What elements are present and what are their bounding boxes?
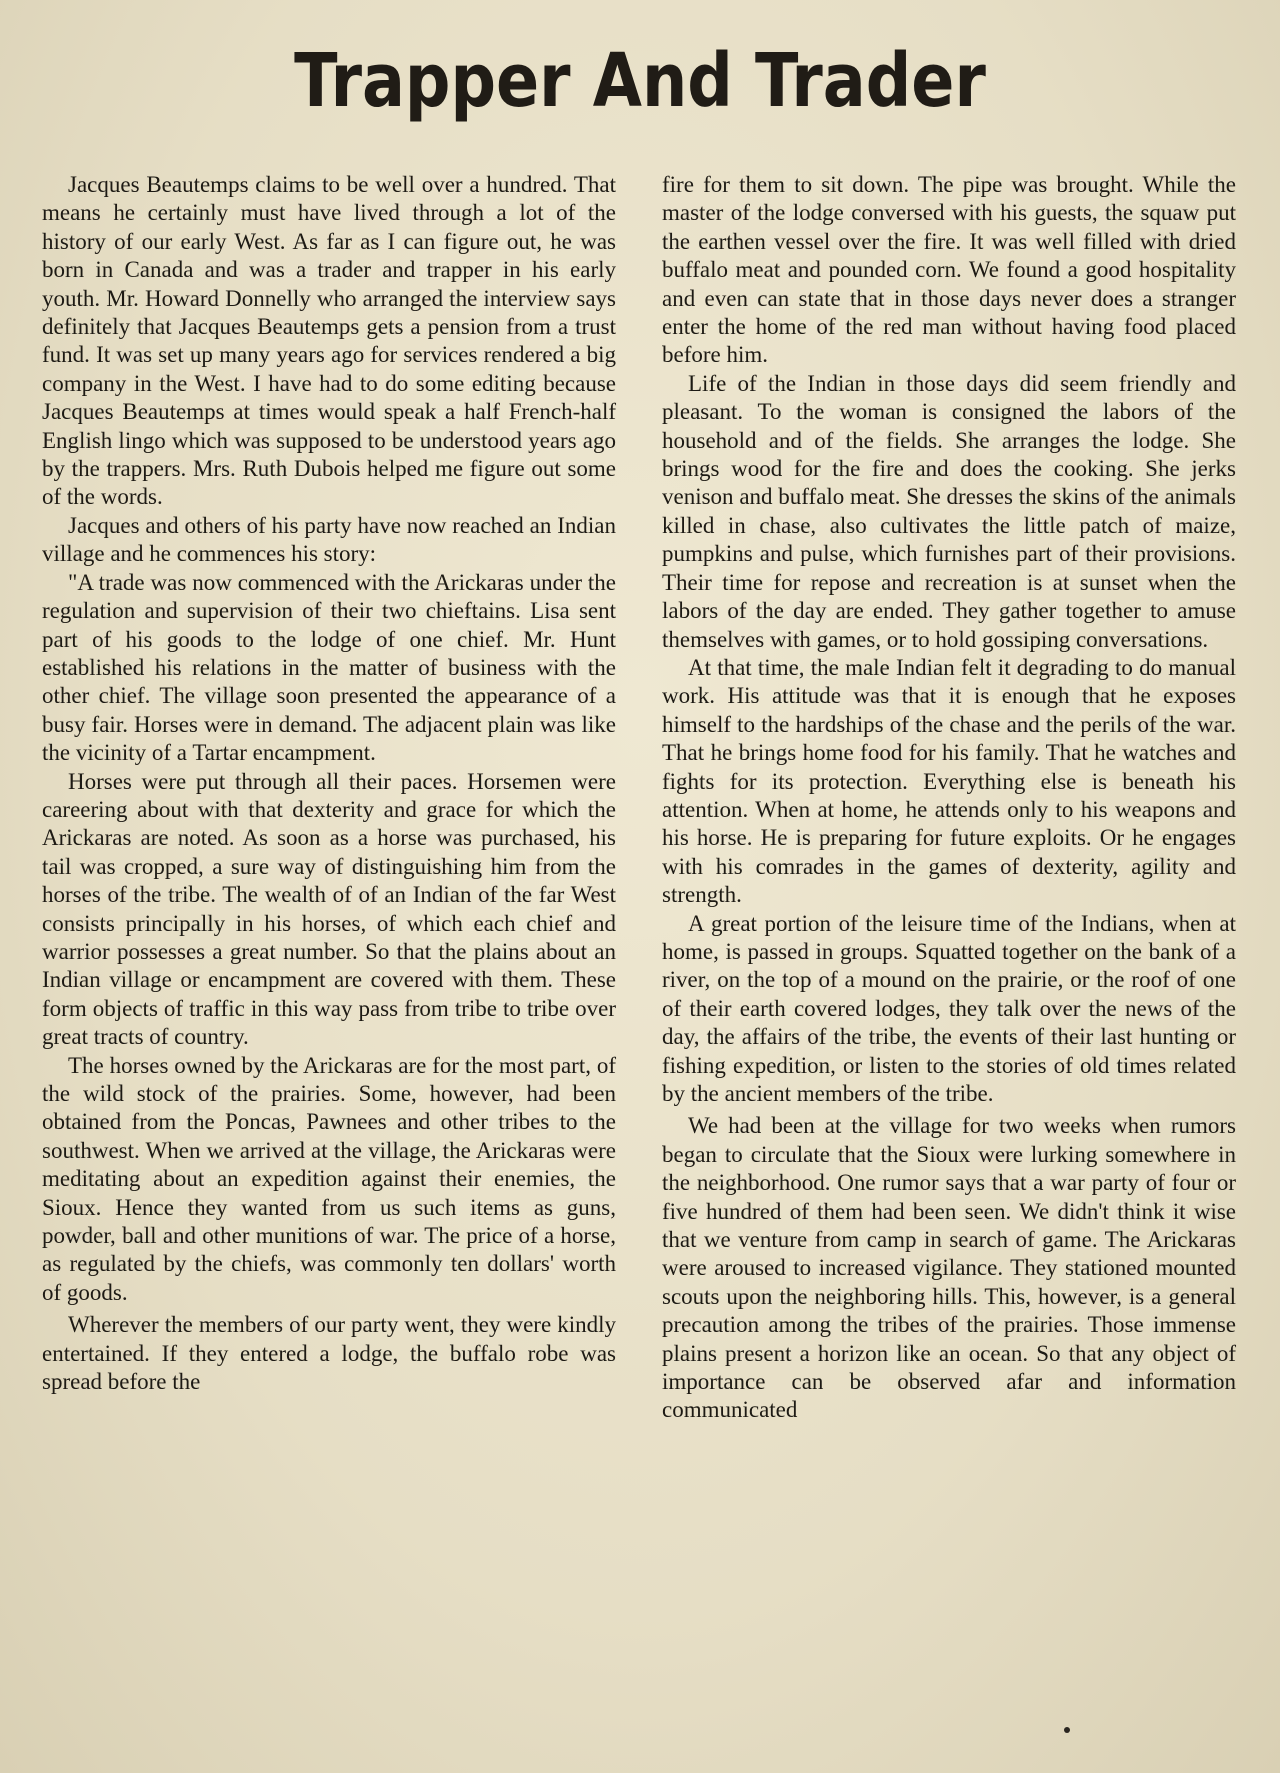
paragraph: Jacques and others of his party have now reached an Indian village and he commences his story: — [42, 512, 616, 567]
article-title: Trapper And Trader — [294, 38, 986, 124]
paragraph: Wherever the members of our party went, they were kindly entertained. If they entered a lodge, the buffalo robe was spread before the — [42, 1312, 616, 1395]
paragraph: Jacques Beautemps claims to be well over a hundred. That means he certainly must have lived through a lot of the history of our early West. As far as I can figure out, he was born in Canada and was a trader and trapper in his early youth. Mr. Howard Donnelly who arranged the interview says definitely that Jacques Beautemps gets a pension from a trust fund. It was set up many years ago for services rendered a big company in the West. I have had to do some editing because Jacques Beautemps at times would speak a half French-half English lingo which was supposed to be understood years ago by the trappers. Mrs. Ruth Dubois helped me figure out some of the words. — [42, 172, 616, 510]
paragraph: At that time, the male Indian felt it degrading to do manual work. His attitude was that it is enough that he exposes himself to the hardships of the chase and the perils of the war. That he brings home food for his family. That he watches and fights for its protection. Everything else is beneath his attention. When at home, he attends only to his weapons and his horse. He is preparing for future exploits. Or he engages with his comrades in the games of dexterity, agility and strength. — [662, 654, 1236, 908]
paragraph: We had been at the village for two weeks when rumors began to circulate that the Sioux were lurking somewhere in the neighborhood. One rumor says that a war party of four or five hundred of them had been seen. We didn't think it wise that we venture from camp in search of game. The Arickaras were aroused to increased vigilance. They stationed mounted scouts upon the neighboring hills. This, however, is a general precaution among the tribes of the prairies. Those immense plains present a horizon like an ocean. So that any object of importance can be observed afar and information communicated — [662, 1113, 1236, 1423]
ink-speck — [1064, 1727, 1070, 1733]
paragraph: The horses owned by the Arickaras are for the most part, of the wild stock of the prairies. Some, however, had been obtained from the Poncas, Pawnees and other tribes to the southwest. When we arrived at the village, the Arickaras were meditating about an expedition against their enemies, the Sioux. Hence they wanted from us such items as guns, powder, ball and other munitions of war. The price of a horse, as regulated by the chiefs, was commonly ten dollars' worth of goods. — [42, 1052, 616, 1305]
paragraph: A great portion of the leisure time of the Indians, when at home, is passed in groups. Squatted together on the bank of a river, on the top of a mound on the prairie, or the roof of one of their earth covered lodges, they talk over the news of the day, the affairs of the tribe, the events of their last hunting or fishing expedition, or listen to the stories of old times related by the ancient members of the tribe. — [662, 910, 1236, 1106]
paragraph: Horses were put through all their paces. Horsemen were careering about with that dexterity and grace for which the Arickaras are noted. As soon as a horse was purchased, his tail was cropped, a sure way of distinguishing him from the horses of the tribe. The wealth of of an Indian of the far West consists principally in his horses, of which each chief and warrior possesses a great number. So that the plains about an Indian village or encampment are covered with them. These form objects of traffic in this way pass from tribe to tribe over great tracts of country. — [42, 768, 616, 1050]
paragraph: "A trade was now commenced with the Arickaras under the regulation and supervision of their two chieftains. Lisa sent part of his goods to the lodge of one chief. Mr. Hunt established his relations in the matter of business with the other chief. The village soon presented the appearance of a busy fair. Horses were in demand. The adjacent plain was like the vicinity of a Tartar encampment. — [42, 569, 616, 766]
right-column — [662, 171, 1236, 1425]
paragraph: fire for them to sit down. The pipe was brought. While the master of the lodge conversed with his guests, the squaw put the earthen vessel over the fire. It was well filled with dried buffalo meat and pounded corn. We found a good hospitality and even can state that in those days never does a stranger enter the home of the red man without having food placed before him. — [662, 172, 1236, 368]
paragraph: Life of the Indian in those days did seem friendly and pleasant. To the woman is consigned the labors of the household and of the fields. She arranges the lodge. She brings wood for the fire and does the cooking. She jerks venison and buffalo meat. She dresses the skins of the animals killed in chase, also cultivates the little patch of maize, pumpkins and pulse, which furnishes part of their provisions. Their time for repose and recreation is at sunset when the labors of the day are ended. They gather together to amuse themselves with games, or to hold gossiping conversations. — [662, 370, 1236, 652]
left-column — [42, 171, 616, 1396]
